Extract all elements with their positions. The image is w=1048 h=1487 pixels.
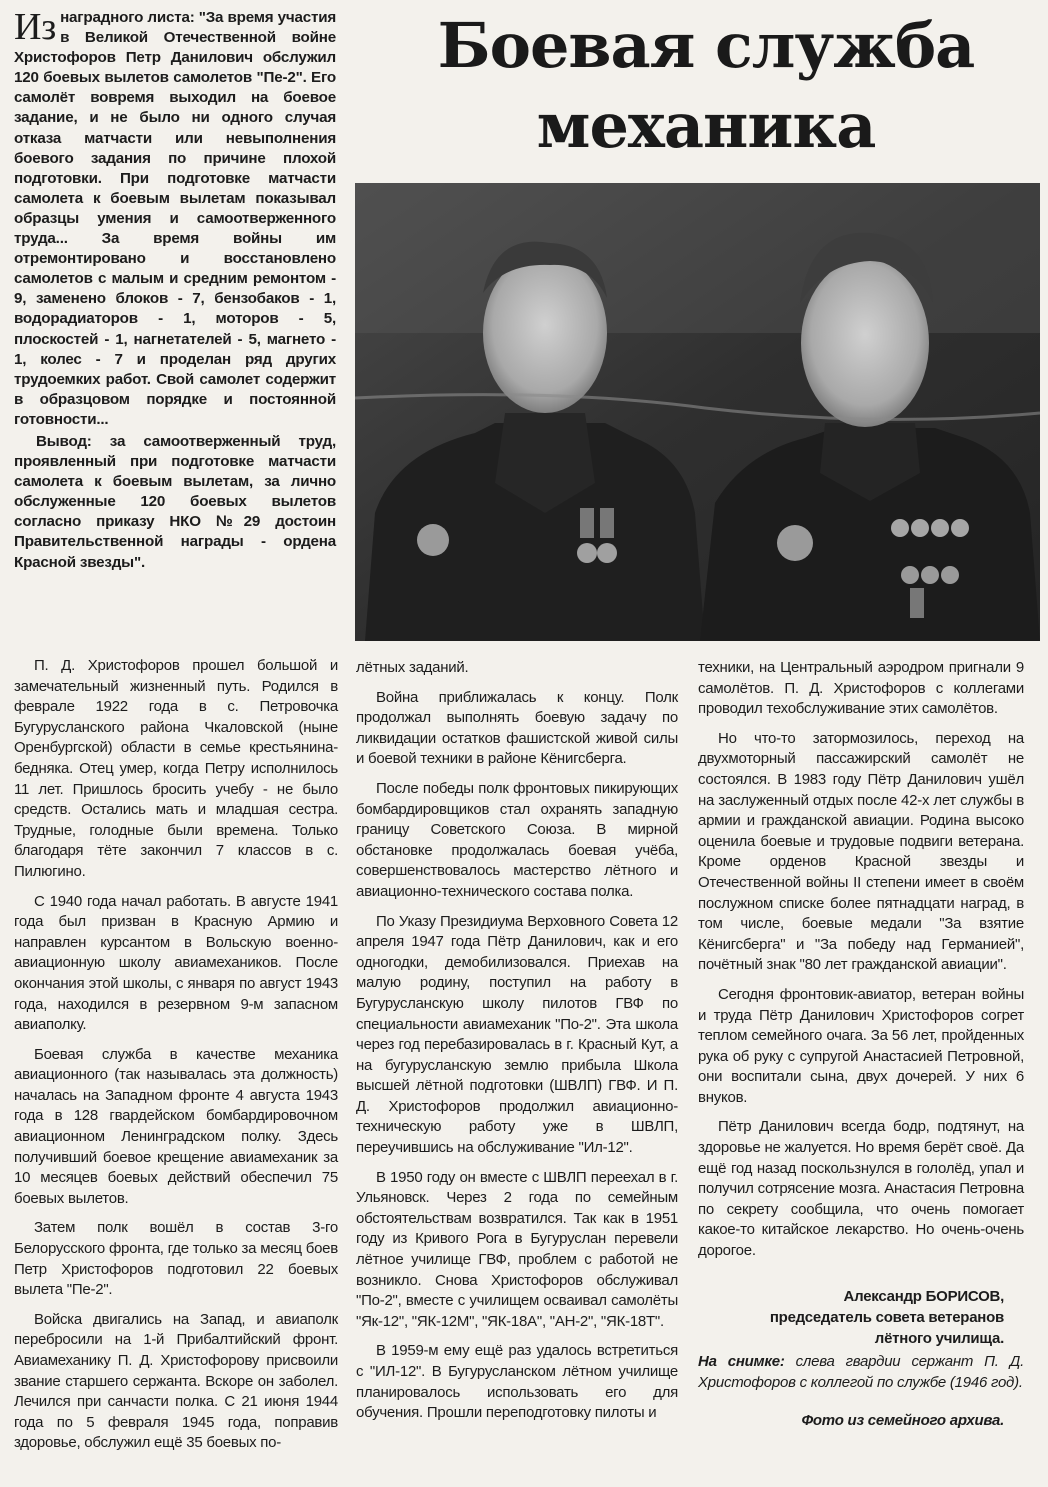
photo-credit: Фото из семейного архива. bbox=[801, 1411, 1004, 1429]
paragraph: Сегодня фронтовик-авиатор, ветеран войны и труда Пётр Данилович Христофоров согрет теплом семейного очага. За 56 лет, пройденных рука об руку с супругой Анастасией Петровной, они воспитали сына, двух дочерей. У них 6 внуков. bbox=[698, 985, 1024, 1106]
headline-line-1: Боевая служба bbox=[437, 9, 975, 82]
award-text: наградного листа: "За время участия в Великой Отечественной войне Христофоров Петр Данилович обслужил 120 боевых вылетов самолетов "Пе-2". Его самолёт вовремя выходил на боевое задание, и не было ни одного случая отказа матчасти или невыполнения боевого задания по причине плохой подготовки. При подготовке матчасти самолета к боевым вылетам показывал образцы умения и самоотверженного труда... За время войны им отремонтировано и восстановлено самолетов с малым и средним ремонтом - 9, заменено блоков - 7, бензобаков - 1, водорадиаторов - 1, моторов - 5, плоскостей - 1, нагнетателей - 5, магнето - 1, колес - 7 и проделан ряд других трудоемких работ. Свой самолет содержит в образцовом порядке и постоянной готовности... bbox=[14, 9, 336, 428]
paragraph: Войска двигались на Запад, и авиаполк перебросили на 1-й Прибалтийский фронт. Авиамеханику П. Д. Христофорову присвоили звание старшего сержанта. Вскоре он заболел. Лечился при санчасти полка. С 21 июня 1944 года по 5 февраля 1945 года, поправив здоровье, обслужил ещё 35 боевых по- bbox=[14, 1310, 338, 1452]
article-column-3 bbox=[698, 658, 1024, 1431]
author-title: председатель совета ветеранов bbox=[769, 1308, 1004, 1326]
caption-prefix: На снимке: bbox=[698, 1352, 785, 1370]
paragraph: Пётр Данилович всегда бодр, подтянут, на здоровье не жалуется. Но время берёт своё. Да ещё год назад поскользнулся в гололёд, упал и получил сотрясение мозга. Анастасия Петровна по секрету сообщила, что очень помогает какое-то китайское лекарство. Но очень-очень дорогое. bbox=[698, 1118, 1024, 1260]
award-excerpt bbox=[14, 8, 336, 573]
paragraph: В 1959-м ему ещё раз удалось встретиться с "ИЛ-12". В Бугурусланском лётном училище планировалось использовать его для обучения. Прошли переподготовку пилоты и bbox=[356, 1342, 678, 1422]
photo-caption bbox=[698, 1351, 1024, 1393]
paragraph: По Указу Президиума Верховного Совета 12 апреля 1947 года Пётр Данилович, как и его одногодки, демобилизовался. Приехав на малую родину, поступил на работу в Бугурусланскую школу пилотов ГВФ по специальности авиамеханик "По-2". Эта школа через год перебазировалась в г. Красный Кут, а на бугурусланскую землю прибыла Школа высшей лётной подготовки (ШВЛП) ГВФ. И П. Д. Христофоров продолжил авиационно-техническую работу уже в ШВЛП, переучившись на обслуживание "Ил-12". bbox=[356, 912, 678, 1157]
article-column-1 bbox=[14, 656, 338, 1463]
paragraph: Боевая служба в качестве механика авиационного (так называлась эта должность) началась на Западном фронте 4 августа 1943 года в 128 гвардейском бомбардировочном авиационном Ленинградском полку. Здесь получивший боевое крещение авиамеханик за 10 месяцев боевых действий обеспечил 75 боевых вылетов. bbox=[14, 1045, 338, 1207]
author-org: лётного училища. bbox=[874, 1329, 1004, 1347]
paragraph: Но что-то затормозилось, переход на двухмоторный пассажирский самолёт не состоялся. В 1983 году Пётр Данилович ушёл на заслуженный отдых после 42-х лет службы в армии и гражданской авиации. Родина высоко оценила боевые и трудовые подвиги ветерана. Кроме орденов Красной звезды и Отечественной войны II степени имеет в своём послужном списке более пятнадцати наград, в том числе, боевые медали "За взятие Кёнигсберга" и "За победу над Германией", почётный знак "80 лет гражданской авиации". bbox=[698, 729, 1024, 974]
photo-two-servicemen bbox=[355, 183, 1040, 641]
headline-line-2: механика bbox=[536, 89, 876, 162]
photo-illustration bbox=[355, 183, 1040, 641]
paragraph: Затем полк вошёл в состав 3-го Белорусского фронта, где только за месяц боев Петр Христофоров подготовил 22 боевых вылета "Пе-2". bbox=[14, 1219, 338, 1299]
paragraph: С 1940 года начал работать. В августе 1941 года был призван в Красную Армию и направлен курсантом в Вольскую военно-авиационную школу авиамехаников. После окончания этой школы, с января по август 1943 года, находился в резервном 9-м запасном авиаполку. bbox=[14, 892, 338, 1034]
paragraph: Война приближалась к концу. Полк продолжал выполнять боевую задачу по ликвидации остатков фашистской живой силы и боевой техники в районе Кёнигсберга. bbox=[356, 688, 678, 768]
caption-text: слева гвардии сержант П. Д. Христофоров с коллегой по службе (1946 год). bbox=[698, 1352, 1024, 1391]
author-name: Александр БОРИСОВ, bbox=[843, 1287, 1004, 1305]
paragraph: лётных заданий. bbox=[356, 659, 469, 676]
award-conclusion: Вывод: за самоотверженный труд, проявленный при подготовке матчасти самолета к боевым вылетам, за лично обслуженные 120 боевых вылетов согласно приказу НКО №29 достоин Правительственной награды - ордена Красной звезды". bbox=[14, 432, 336, 571]
author-signature bbox=[698, 1286, 1024, 1349]
headline bbox=[370, 6, 1042, 166]
paragraph: После победы полк фронтовых пикирующих бомбардировщиков стал охранять западную границу Советского Союза. В мирной обстановке продолжалась боевая учёба, совершенствовалось мастерство лётного и авиационно-технического состава полка. bbox=[356, 779, 678, 900]
paragraph: П. Д. Христофоров прошел большой и замечательный жизненный путь. Родился в феврале 1922 года в с. Петровочка Бугурусланского района Чкаловской (ныне Оренбургской) области в семье крестьянина-бедняка. Отец умер, когда Петру исполнилось 11 лет. Пришлось бросить учебу - не было средств. Остались мать и младшая сестра. Трудные, голодные были времена. Только благодаря тёте закончил 7 классов в с. Пилюгино. bbox=[14, 657, 338, 880]
paragraph: В 1950 году он вместе с ШВЛП переехал в г. Ульяновск. Через 2 года по семейным обстоятельствам возвратился. Так как в 1951 году из Кривого Рога в Бугуруслан перевели лётное училище ГВФ, проблем с работой не возникло. Снова Христофоров обслуживал "По-2", вместе с училищем осваивал самолёты "Як-12", "ЯК-12М", "ЯК-18А", "АН-2", "ЯК-18Т". bbox=[356, 1168, 678, 1330]
paragraph: техники, на Центральный аэродром пригнали 9 самолётов. П. Д. Христофоров с коллегами проводил техобслуживание этих самолётов. bbox=[698, 659, 1024, 718]
article-column-2 bbox=[356, 658, 678, 1433]
drop-word: Из bbox=[14, 6, 57, 48]
